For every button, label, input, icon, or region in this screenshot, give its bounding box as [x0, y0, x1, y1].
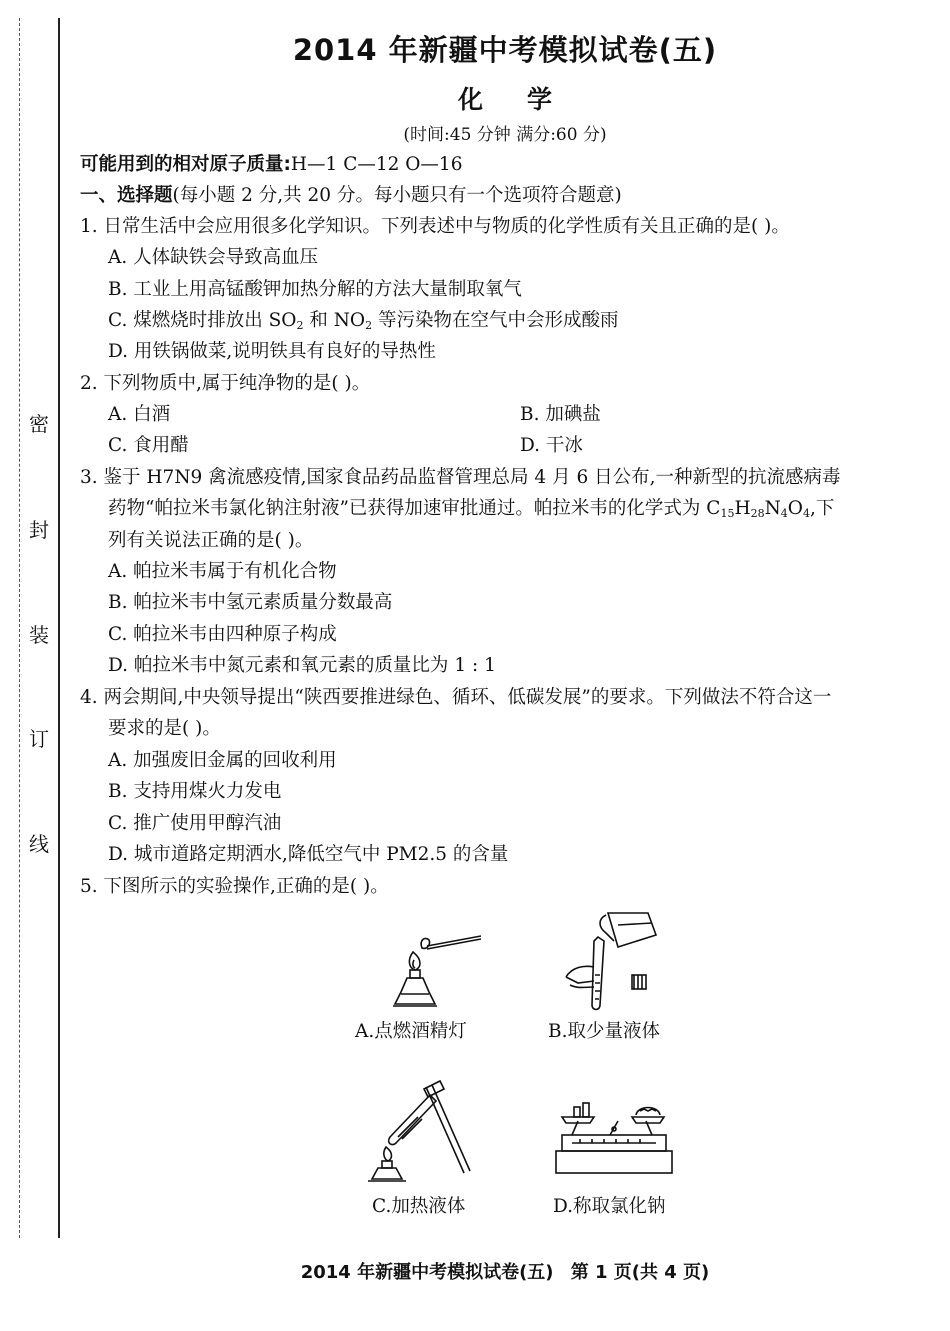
section-title: 一、选择题: [80, 185, 173, 206]
q1-c-sub-1: 2: [296, 319, 304, 332]
q3-formula-pre: 药物“帕拉米韦氯化钠注射液”已获得加速审批通过。帕拉米韦的化学式为 C: [108, 498, 721, 519]
margin-char-ding: 订: [29, 727, 49, 751]
page-footer: [60, 1258, 950, 1284]
subject-title: [60, 80, 950, 116]
q2-option-c: C. 食用醋: [108, 435, 189, 456]
q4-option-a: A. 加强废旧金属的回收利用: [108, 750, 337, 771]
margin-char-mi: 密: [29, 412, 49, 436]
q3-stem-line2: [108, 496, 834, 527]
q4-stem-line2: 要求的是( )。: [108, 718, 221, 739]
q1-c-text-2: 和 NO: [303, 310, 366, 331]
footer-page: 第 1 页(共 4 页): [570, 1262, 710, 1283]
dashed-binding-line: [19, 18, 20, 1238]
atomic-mass-line: [80, 152, 462, 178]
footer-title: 2014 年新疆中考模拟试卷(五): [300, 1262, 554, 1283]
q3-stem-line3: 列有关说法正确的是( )。: [108, 530, 314, 551]
margin-char-feng: 封: [29, 518, 49, 542]
q1-stem: 1. 日常生活中会应用很多化学知识。下列表述中与物质的化学性质有关且正确的是( )。: [80, 216, 790, 237]
q2-option-a: A. 白酒: [108, 404, 171, 425]
fig-d-caption: D.称取氯化钠: [553, 1196, 666, 1217]
q2-stem: 2. 下列物质中,属于纯净物的是( )。: [80, 373, 371, 394]
fig-c-caption: C.加热液体: [372, 1196, 466, 1217]
q3-option-c: C. 帕拉米韦由四种原子构成: [108, 624, 337, 645]
q1-option-d: D. 用铁锅做菜,说明铁具有良好的导热性: [108, 341, 436, 362]
subject-char-1: 化: [457, 85, 483, 114]
q4-option-b: B. 支持用煤火力发电: [108, 781, 282, 802]
alcohol-lamp-ignition-icon: [385, 930, 495, 1015]
q3-sub-h: 28: [750, 507, 765, 520]
section-note: (每小题 2 分,共 20 分。每小题只有一个选项符合题意): [172, 185, 622, 206]
q1-c-text-3: 等污染物在空气中会形成酸雨: [372, 310, 619, 331]
q1-c-text-1: C. 煤燃烧时排放出 SO: [108, 310, 297, 331]
pouring-liquid-icon: [548, 905, 668, 1015]
q1-option-a: A. 人体缺铁会导致高血压: [108, 247, 319, 268]
q4-option-d: D. 城市道路定期洒水,降低空气中 PM2.5 的含量: [108, 844, 509, 865]
q4-option-c: C. 推广使用甲醇汽油: [108, 813, 282, 834]
fig-b-caption: B.取少量液体: [548, 1021, 660, 1042]
q3-formula-post: ,下: [809, 498, 835, 519]
time-info: (时间:45 分钟 满分:60 分): [403, 125, 607, 145]
subject-char-2: 学: [527, 85, 553, 114]
balance-scale-icon: [552, 1095, 677, 1180]
solid-binding-line: [58, 18, 60, 1238]
q1-c-sub-2: 2: [365, 319, 373, 332]
q5-stem: 5. 下图所示的实验操作,正确的是( )。: [80, 876, 389, 897]
q3-sub-n: 4: [780, 507, 788, 520]
q3-sub-c: 15: [720, 507, 735, 520]
heating-liquid-icon: [360, 1075, 480, 1190]
q3-sub-o: 4: [802, 507, 810, 520]
exam-title: 2014 年新疆中考模拟试卷(五): [292, 33, 718, 67]
atomic-mass-values: H—1 C—12 O—16: [290, 154, 463, 175]
q1-option-b: B. 工业上用高锰酸钾加热分解的方法大量制取氧气: [108, 279, 522, 300]
fig-a-caption: A.点燃酒精灯: [355, 1021, 467, 1042]
q3-n: N: [764, 498, 781, 519]
margin-char-zhuang: 装: [29, 623, 49, 647]
q2-option-b: B. 加碘盐: [520, 404, 601, 425]
q3-option-d: D. 帕拉米韦中氮元素和氧元素的质量比为 1 : 1: [108, 655, 496, 676]
q1-option-c: [108, 308, 619, 339]
q3-o: O: [787, 498, 803, 519]
q4-stem-line1: 4. 两会期间,中央领导提出“陕西要推进绿色、循环、低碳发展”的要求。下列做法不符合这一: [80, 687, 832, 708]
atomic-mass-label: 可能用到的相对原子质量:: [80, 154, 291, 175]
q3-stem-line1: 3. 鉴于 H7N9 禽流感疫情,国家食品药品监督管理总局 4 月 6 日公布,一种新型的抗流感病毒: [80, 467, 841, 488]
q3-option-b: B. 帕拉米韦中氢元素质量分数最高: [108, 592, 393, 613]
section-heading: [80, 183, 622, 209]
margin-char-xian: 线: [29, 832, 49, 856]
q3-h: H: [734, 498, 751, 519]
q3-option-a: A. 帕拉米韦属于有机化合物: [108, 561, 337, 582]
q2-option-d: D. 干冰: [520, 435, 583, 456]
